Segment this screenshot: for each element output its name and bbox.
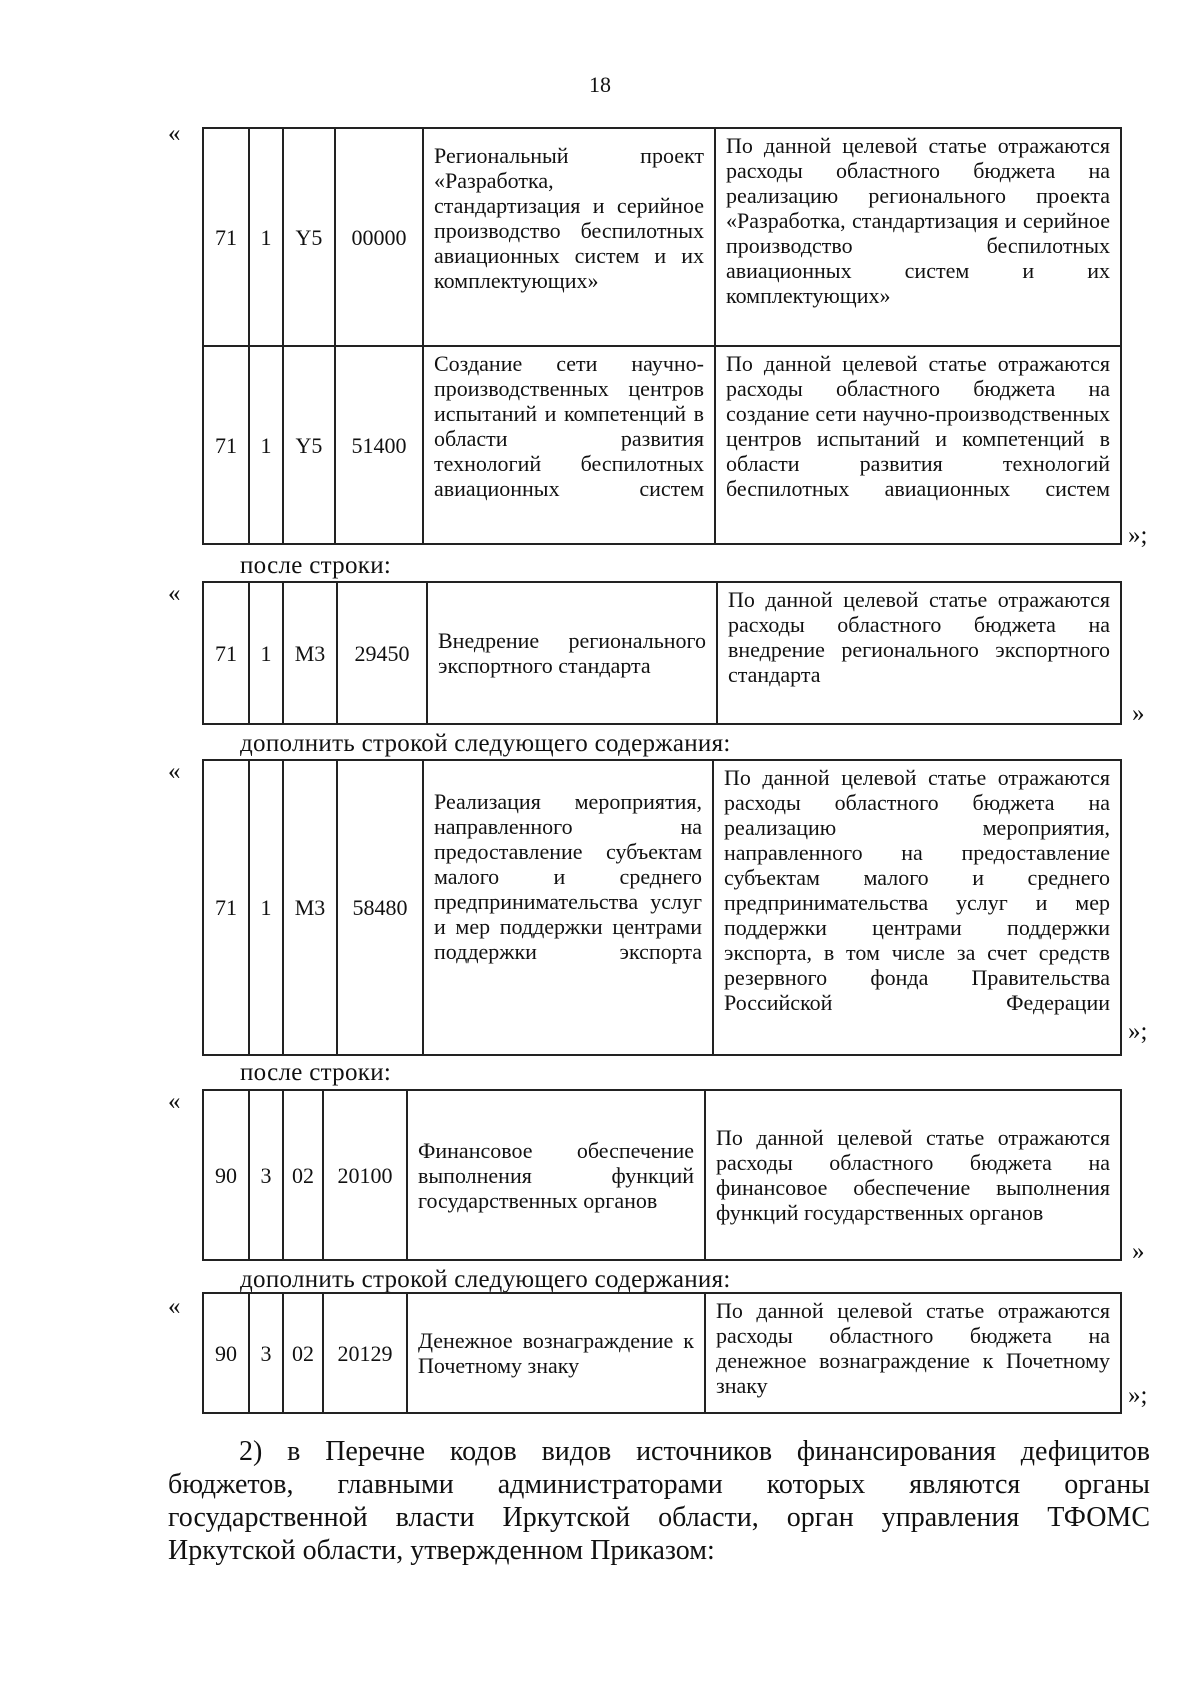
table-row [203,346,1121,544]
table-row [203,760,1121,1055]
row-name: Финансовое обеспечение выполнения функций государственных органов [407,1090,705,1260]
code-expense: 00000 [335,128,423,346]
table-row [203,128,1121,346]
code-direction: 02 [283,1293,323,1413]
code-expense: 20100 [323,1090,407,1260]
end-mark: »; [1128,522,1148,549]
code-direction: M3 [283,582,337,724]
code-subprogram: 1 [249,346,283,544]
closing-paragraph: 2) в Перечне кодов видов источников финансирования дефицитов бюджетов, главными администраторами которых являются органы государственной власти Иркутской области, орган управления ТФОМС Иркутской области, утвержденном Приказом: [168,1436,1150,1566]
code-program: 71 [203,582,249,724]
code-expense: 51400 [335,346,423,544]
row-description: По данной целевой статье отражаются расходы областного бюджета на денежное вознаграждение к Почетному знаку [705,1293,1121,1413]
end-mark: »; [1128,1018,1148,1045]
code-program: 71 [203,760,249,1055]
end-mark: »; [1128,1382,1148,1409]
table-row [203,1090,1121,1260]
code-expense: 29450 [337,582,427,724]
code-subprogram: 3 [249,1293,283,1413]
row-name: Реализация мероприятия, направленного на предоставление субъектам малого и среднего предпринимательства услуг и мер поддержки центрами поддержки экспорта [423,760,713,1055]
record-table-5 [202,1292,1122,1414]
caption: дополнить строкой следующего содержания: [240,1266,731,1293]
code-subprogram: 1 [249,128,283,346]
record-table-2 [202,581,1122,725]
code-direction: Y5 [283,346,335,544]
record-table-3 [202,759,1122,1056]
record-table-1 [202,127,1122,545]
code-direction: Y5 [283,128,335,346]
open-quote: « [168,580,181,607]
row-name: Внедрение регионального экспортного стандарта [427,582,717,724]
row-description: По данной целевой статье отражаются расходы областного бюджета на создание сети научно-производственных центров испытаний и компетенций в области развития технологий беспилотных авиационных систем [715,346,1121,544]
open-quote: « [168,1293,181,1320]
row-name: Региональный проект «Разработка, стандартизация и серийное производство беспилотных авиационных систем и их комплектующих» [423,128,715,346]
caption: после строки: [240,1059,392,1086]
row-description: По данной целевой статье отражаются расходы областного бюджета на реализацию мероприятия, направленного на предоставление субъектам малого и среднего предпринимательства услуг и мер поддержки центрами поддержки экспорта, в том числе за счет средств резервного фонда Правительства Российской Федерации [713,760,1121,1055]
code-program: 90 [203,1293,249,1413]
code-subprogram: 1 [249,760,283,1055]
end-mark: » [1132,1238,1145,1265]
code-subprogram: 3 [249,1090,283,1260]
code-program: 71 [203,346,249,544]
row-description: По данной целевой статье отражаются расходы областного бюджета на реализацию регионального проекта «Разработка, стандартизация и серийное производство беспилотных авиационных систем и их комплектующих» [715,128,1121,346]
record-table-4 [202,1089,1122,1261]
code-program: 71 [203,128,249,346]
code-program: 90 [203,1090,249,1260]
page-number: 18 [589,72,611,97]
row-name: Денежное вознаграждение к Почетному знаку [407,1293,705,1413]
row-description: По данной целевой статье отражаются расходы областного бюджета на внедрение регионального экспортного стандарта [717,582,1121,724]
code-direction: M3 [283,760,337,1055]
row-description: По данной целевой статье отражаются расходы областного бюджета на финансовое обеспечение выполнения функций государственных органов [705,1090,1121,1260]
code-subprogram: 1 [249,582,283,724]
open-quote: « [168,758,181,785]
code-expense: 58480 [337,760,423,1055]
end-mark: » [1132,700,1145,727]
row-name: Создание сети научно-производственных центров испытаний и компетенций в области развития технологий беспилотных авиационных систем [423,346,715,544]
code-expense: 20129 [323,1293,407,1413]
open-quote: « [168,120,181,147]
caption: дополнить строкой следующего содержания: [240,730,731,757]
open-quote: « [168,1088,181,1115]
table-row [203,582,1121,724]
caption: после строки: [240,552,392,579]
table-row [203,1293,1121,1413]
code-direction: 02 [283,1090,323,1260]
